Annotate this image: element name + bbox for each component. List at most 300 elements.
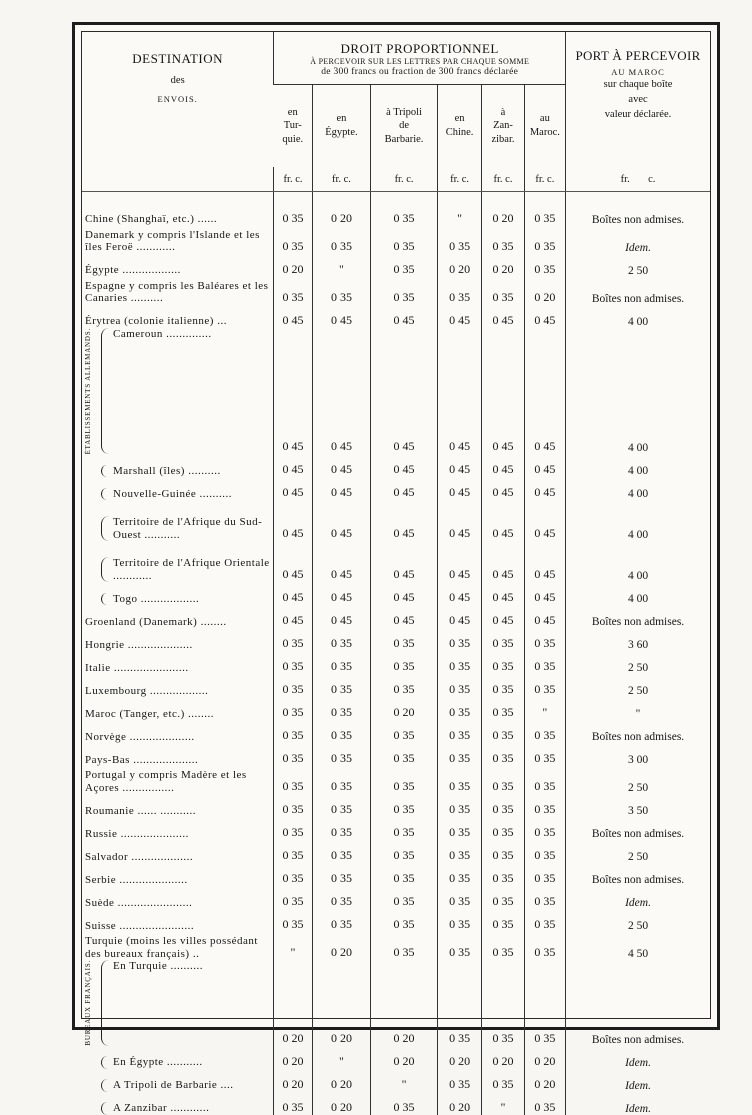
rate-cell: 0 45 <box>312 454 371 477</box>
rate-cell: 0 35 <box>437 697 481 720</box>
rate-cell: 0 35 <box>437 909 481 932</box>
rate-cell: 0 35 <box>274 226 312 254</box>
rate-cell: 0 20 <box>274 1069 312 1092</box>
table-row <box>82 863 710 886</box>
rate-cell: 0 20 <box>437 1046 481 1069</box>
rate-cell: 0 45 <box>437 605 481 628</box>
rate-cell: 0 35 <box>274 697 312 720</box>
port-cell: " <box>566 697 710 720</box>
col-head-egypte: en Égypte. <box>312 85 371 168</box>
table-row <box>82 794 710 817</box>
rate-cell: 0 35 <box>371 743 438 766</box>
rate-cell: 0 45 <box>482 500 524 541</box>
destination-label: Portugal y compris Madère et les Açores ................ <box>85 769 247 794</box>
table-row <box>82 766 710 794</box>
unit-label: fr. c. <box>371 167 438 192</box>
destination-cell <box>82 305 274 328</box>
rate-cell: 0 35 <box>437 1069 481 1092</box>
destination-cell <box>82 605 274 628</box>
table-row <box>82 743 710 766</box>
rate-cell: 0 45 <box>312 305 371 328</box>
rate-cell: 0 35 <box>312 720 371 743</box>
port-subtitle-4: valeur déclarée. <box>604 109 672 121</box>
rate-cell: 0 45 <box>524 477 565 500</box>
rate-cell: 0 45 <box>274 305 312 328</box>
table-row <box>82 628 710 651</box>
group-brace <box>101 488 110 501</box>
destination-label: Groenland (Danemark) ........ <box>85 615 227 628</box>
destination-label: Chine (Shanghaï, etc.) ...... <box>85 213 218 226</box>
rate-cell: 0 35 <box>437 743 481 766</box>
rate-cell: 0 35 <box>371 628 438 651</box>
rate-cell: 0 45 <box>371 605 438 628</box>
group-label-spacer <box>85 1056 101 1069</box>
destination-cell <box>82 1046 274 1069</box>
rate-cell: 0 35 <box>524 863 565 886</box>
rate-cell: 0 35 <box>274 817 312 840</box>
rate-cell: 0 20 <box>312 960 371 1046</box>
rate-cell: 0 35 <box>371 794 438 817</box>
port-cell: 2 50 <box>566 651 710 674</box>
rate-cell: 0 35 <box>274 720 312 743</box>
rate-cell: 0 35 <box>524 192 565 227</box>
port-cell: Idem. <box>566 1046 710 1069</box>
table-row <box>82 1069 710 1092</box>
group-label-etablissements: ÉTABLISSEMENTS ALLEMANDS. <box>84 328 92 455</box>
tariff-sheet <box>72 22 720 1115</box>
rate-cell: 0 45 <box>312 541 371 582</box>
group-label-bureaux: BUREAUX FRANÇAIS. <box>84 960 92 1046</box>
rate-cell: 0 35 <box>524 226 565 254</box>
rate-cell: 0 45 <box>524 541 565 582</box>
destination-label: Cameroun .............. <box>113 328 212 340</box>
port-cell: Boîtes non admises. <box>566 863 710 886</box>
rate-cell: 0 35 <box>274 628 312 651</box>
destination-cell <box>82 1092 274 1115</box>
destination-label: Nouvelle-Guinée .......... <box>113 487 232 500</box>
rate-cell: 0 35 <box>482 720 524 743</box>
rate-cell: 0 35 <box>524 651 565 674</box>
rate-cell: 0 45 <box>437 305 481 328</box>
rate-cell: 0 45 <box>371 500 438 541</box>
destination-cell <box>82 477 274 500</box>
rate-cell: 0 35 <box>437 817 481 840</box>
rate-cell: 0 35 <box>312 863 371 886</box>
rate-cell: 0 35 <box>482 909 524 932</box>
col-head-zanzibar: à Zan- zibar. <box>482 85 524 168</box>
rate-cell: 0 35 <box>312 697 371 720</box>
rate-cell: 0 45 <box>437 454 481 477</box>
destination-cell <box>82 582 274 605</box>
rate-cell: 0 20 <box>371 697 438 720</box>
rate-cell: 0 35 <box>524 674 565 697</box>
rate-cell: 0 35 <box>371 1092 438 1115</box>
rate-cell: 0 45 <box>437 541 481 582</box>
destination-cell <box>82 863 274 886</box>
rate-cell: 0 35 <box>524 254 565 277</box>
rate-cell: " <box>371 1069 438 1092</box>
rate-cell: 0 35 <box>371 840 438 863</box>
rate-cell: 0 35 <box>274 743 312 766</box>
destination-cell <box>82 254 274 277</box>
port-cell: 3 50 <box>566 794 710 817</box>
rate-cell: 0 35 <box>312 840 371 863</box>
rate-cell: 0 35 <box>482 960 524 1046</box>
port-cell: 2 50 <box>566 674 710 697</box>
rate-cell: 0 45 <box>274 454 312 477</box>
rate-cell: 0 35 <box>437 840 481 863</box>
destination-cell <box>82 674 274 697</box>
group-brace <box>101 593 110 606</box>
rate-cell: 0 35 <box>437 651 481 674</box>
rate-cell: 0 35 <box>524 794 565 817</box>
port-cell: Boîtes non admises. <box>566 720 710 743</box>
rate-cell: 0 35 <box>482 840 524 863</box>
rate-cell: 0 45 <box>274 477 312 500</box>
rate-cell: 0 45 <box>274 500 312 541</box>
rate-cell: 0 35 <box>482 886 524 909</box>
rate-cell: 0 20 <box>437 254 481 277</box>
table-row <box>82 226 710 254</box>
units-blank <box>82 167 274 192</box>
destination-cell <box>82 192 274 227</box>
port-cell: 4 50 <box>566 932 710 960</box>
rate-cell: 0 20 <box>274 254 312 277</box>
table-row <box>82 541 710 582</box>
rate-cell: " <box>482 1092 524 1115</box>
tariff-frame <box>81 31 711 1115</box>
droit-title: DROIT PROPORTIONNEL <box>340 41 499 57</box>
rate-cell: 0 35 <box>482 743 524 766</box>
table-row <box>82 1092 710 1115</box>
destination-cell <box>82 720 274 743</box>
destination-label: Turquie (moins les villes possédant des bureaux français) .. <box>85 935 258 960</box>
rate-cell: 0 45 <box>371 328 438 454</box>
rate-cell: 0 45 <box>437 582 481 605</box>
rate-cell: 0 35 <box>437 886 481 909</box>
table-row <box>82 651 710 674</box>
destination-label: Maroc (Tanger, etc.) ........ <box>85 707 215 720</box>
rate-cell: 0 35 <box>482 651 524 674</box>
rate-cell: 0 35 <box>371 886 438 909</box>
table-row <box>82 605 710 628</box>
group-brace <box>101 1079 110 1092</box>
table-row <box>82 277 710 305</box>
destination-cell <box>82 277 274 305</box>
destination-label: Égypte .................. <box>85 264 181 277</box>
group-brace <box>101 1102 110 1115</box>
rate-cell: 0 20 <box>482 254 524 277</box>
port-cell: Boîtes non admises. <box>566 817 710 840</box>
rate-cell: 0 35 <box>482 794 524 817</box>
destination-label: Russie ..................... <box>85 827 189 840</box>
destination-title: DESTINATION <box>132 51 224 66</box>
destination-label: A Zanzibar ............ <box>113 1102 210 1115</box>
rate-cell: 0 45 <box>524 582 565 605</box>
port-cell: Boîtes non admises. <box>566 192 710 227</box>
rate-cell: 0 35 <box>524 960 565 1046</box>
table-row <box>82 192 710 227</box>
tariff-table <box>82 32 710 1115</box>
rate-cell: 0 35 <box>371 932 438 960</box>
rate-cell: 0 20 <box>274 1046 312 1069</box>
rate-cell: 0 35 <box>371 254 438 277</box>
rate-cell: 0 45 <box>482 477 524 500</box>
port-cell: 2 50 <box>566 254 710 277</box>
rate-cell: 0 20 <box>482 192 524 227</box>
rate-cell: 0 45 <box>482 582 524 605</box>
group-label-spacer <box>85 516 101 541</box>
rate-cell: 0 45 <box>524 454 565 477</box>
rate-cell: 0 45 <box>482 454 524 477</box>
rate-cell: 0 35 <box>274 909 312 932</box>
group-label-spacer <box>85 1079 101 1092</box>
group-brace <box>101 960 110 1046</box>
rate-cell: 0 35 <box>371 651 438 674</box>
port-cell: 4 00 <box>566 328 710 454</box>
table-row <box>82 454 710 477</box>
rate-cell: 0 35 <box>312 909 371 932</box>
rate-cell: 0 45 <box>524 305 565 328</box>
rate-cell: 0 35 <box>437 863 481 886</box>
rate-cell: 0 35 <box>312 886 371 909</box>
port-cell: 3 60 <box>566 628 710 651</box>
port-subtitle-3: avec <box>628 94 648 106</box>
destination-cell <box>82 1069 274 1092</box>
rate-cell: 0 20 <box>371 1046 438 1069</box>
destination-cell <box>82 743 274 766</box>
table-row <box>82 697 710 720</box>
rate-cell: " <box>524 697 565 720</box>
table-row <box>82 305 710 328</box>
rate-cell: 0 45 <box>524 328 565 454</box>
rate-cell: 0 35 <box>274 277 312 305</box>
rate-cell: 0 45 <box>274 582 312 605</box>
port-cell: Boîtes non admises. <box>566 960 710 1046</box>
port-cell: 4 00 <box>566 477 710 500</box>
rate-cell: 0 35 <box>437 960 481 1046</box>
rate-cell: 0 35 <box>371 863 438 886</box>
rate-cell: 0 45 <box>482 305 524 328</box>
group-brace <box>101 328 110 454</box>
table-row <box>82 582 710 605</box>
table-row <box>82 840 710 863</box>
rate-cell: 0 35 <box>524 886 565 909</box>
destination-label: Marshall (îles) .......... <box>113 464 221 477</box>
destination-label: Salvador ................... <box>85 850 194 863</box>
port-title: PORT À PERCEVOIR <box>575 48 701 63</box>
rate-cell: 0 35 <box>274 863 312 886</box>
port-cell: 2 50 <box>566 766 710 794</box>
destination-cell <box>82 766 274 794</box>
rate-cell: 0 35 <box>437 794 481 817</box>
destination-label: Italie ....................... <box>85 661 189 674</box>
destination-label: En Turquie .......... <box>113 960 203 973</box>
rate-cell: 0 35 <box>437 628 481 651</box>
rate-cell: 0 35 <box>437 720 481 743</box>
destination-envois: ENVOIS. <box>157 93 198 104</box>
rate-cell: 0 20 <box>371 960 438 1046</box>
rate-cell: 0 45 <box>482 605 524 628</box>
destination-label: Danemark y compris l'Islande et les îles Feroë ............ <box>85 228 260 254</box>
port-cell: 3 00 <box>566 743 710 766</box>
rate-cell: 0 45 <box>274 328 312 454</box>
destination-cell <box>82 932 274 960</box>
port-cell: 4 00 <box>566 582 710 605</box>
group-label-spacer <box>85 1102 101 1115</box>
unit-label-port: fr. c. <box>566 167 710 192</box>
port-cell: Boîtes non admises. <box>566 605 710 628</box>
destination-cell <box>82 226 274 254</box>
rate-cell: 0 20 <box>312 192 371 227</box>
destination-label: Érytrea (colonie italienne) ... <box>85 315 227 328</box>
rate-cell: 0 35 <box>274 840 312 863</box>
rate-cell: 0 45 <box>371 305 438 328</box>
destination-label: Espagne y compris les Baléares et les Canaries .......... <box>85 279 269 305</box>
rate-cell: 0 35 <box>524 628 565 651</box>
destination-label: Luxembourg .................. <box>85 684 209 697</box>
rate-cell: 0 35 <box>482 697 524 720</box>
rate-cell: 0 35 <box>312 628 371 651</box>
rate-cell: 0 35 <box>274 1092 312 1115</box>
rate-cell: 0 35 <box>312 743 371 766</box>
rate-cell: 0 45 <box>312 582 371 605</box>
destination-label: En Égypte ........... <box>113 1056 203 1069</box>
destination-cell <box>82 541 274 582</box>
tariff-body <box>82 192 710 1115</box>
rate-cell: 0 20 <box>274 960 312 1046</box>
rate-cell: 0 45 <box>524 500 565 541</box>
port-cell: 4 00 <box>566 541 710 582</box>
rate-cell: 0 45 <box>482 328 524 454</box>
destination-label: A Tripoli de Barbarie .... <box>113 1079 234 1092</box>
destination-header <box>82 32 274 167</box>
rate-cell: 0 35 <box>371 674 438 697</box>
rate-cell: 0 35 <box>371 277 438 305</box>
rate-cell: 0 35 <box>482 674 524 697</box>
destination-cell <box>82 840 274 863</box>
rate-cell: 0 45 <box>274 605 312 628</box>
rate-cell: 0 45 <box>371 477 438 500</box>
table-row <box>82 720 710 743</box>
rate-cell: 0 35 <box>524 840 565 863</box>
port-cell: 4 00 <box>566 500 710 541</box>
rate-cell: 0 20 <box>524 1046 565 1069</box>
destination-label: Serbie ..................... <box>85 873 188 886</box>
rate-cell: 0 35 <box>482 628 524 651</box>
table-row <box>82 817 710 840</box>
table-row <box>82 500 710 541</box>
rate-cell: 0 35 <box>274 794 312 817</box>
units-row <box>82 167 710 192</box>
rate-cell: 0 35 <box>312 817 371 840</box>
port-cell: Boîtes non admises. <box>566 277 710 305</box>
table-row <box>82 477 710 500</box>
table-row <box>82 886 710 909</box>
port-cell: 4 00 <box>566 305 710 328</box>
group-brace <box>101 557 110 582</box>
group-label-spacer <box>85 593 101 606</box>
rate-cell: " <box>274 932 312 960</box>
rate-cell: 0 35 <box>524 720 565 743</box>
destination-label: Norvège .................... <box>85 730 195 743</box>
rate-cell: 0 20 <box>312 1092 371 1115</box>
rate-cell: 0 35 <box>312 766 371 794</box>
rate-cell: 0 35 <box>437 277 481 305</box>
destination-cell <box>82 960 274 1046</box>
group-label-spacer <box>85 465 101 478</box>
rate-cell: 0 35 <box>524 766 565 794</box>
rate-cell: 0 35 <box>482 932 524 960</box>
rate-cell: 0 35 <box>482 277 524 305</box>
rate-cell: 0 35 <box>482 863 524 886</box>
port-subtitle-1: AU MAROC <box>611 67 665 77</box>
group-label-spacer <box>85 557 101 582</box>
destination-label: Suisse ....................... <box>85 919 195 932</box>
unit-label: fr. c. <box>274 167 312 192</box>
rate-cell: 0 35 <box>524 932 565 960</box>
rate-cell: 0 45 <box>274 541 312 582</box>
table-row <box>82 328 710 454</box>
destination-cell <box>82 794 274 817</box>
rate-cell: 0 45 <box>371 582 438 605</box>
rate-cell: 0 20 <box>312 932 371 960</box>
rate-cell: 0 45 <box>312 605 371 628</box>
group-brace <box>101 465 110 478</box>
rate-cell: 0 20 <box>312 1069 371 1092</box>
rate-cell: 0 35 <box>437 226 481 254</box>
table-row <box>82 960 710 1046</box>
rate-cell: 0 35 <box>274 192 312 227</box>
table-row <box>82 254 710 277</box>
rate-cell: 0 35 <box>371 720 438 743</box>
destination-cell <box>82 500 274 541</box>
rate-cell: 0 45 <box>437 500 481 541</box>
rate-cell: 0 35 <box>482 1069 524 1092</box>
port-cell: 2 50 <box>566 909 710 932</box>
rate-cell: 0 35 <box>274 886 312 909</box>
rate-cell: 0 35 <box>312 277 371 305</box>
rate-cell: 0 45 <box>312 477 371 500</box>
rate-cell: 0 35 <box>371 766 438 794</box>
destination-cell <box>82 697 274 720</box>
rate-cell: 0 35 <box>371 909 438 932</box>
rate-cell: 0 45 <box>371 541 438 582</box>
port-cell: Idem. <box>566 1092 710 1115</box>
rate-cell: 0 35 <box>482 766 524 794</box>
rate-cell: 0 35 <box>482 226 524 254</box>
rate-cell: 0 35 <box>437 932 481 960</box>
destination-des: des <box>170 74 185 86</box>
rate-cell: " <box>312 1046 371 1069</box>
group-label-spacer <box>85 488 101 501</box>
table-row <box>82 1046 710 1069</box>
port-cell: 2 50 <box>566 840 710 863</box>
rate-cell: 0 35 <box>524 909 565 932</box>
rate-cell: 0 35 <box>371 192 438 227</box>
rate-cell: 0 35 <box>274 766 312 794</box>
rate-cell: 0 35 <box>482 817 524 840</box>
port-cell: Idem. <box>566 226 710 254</box>
rate-cell: 0 35 <box>524 1092 565 1115</box>
rate-cell: 0 45 <box>371 454 438 477</box>
unit-label: fr. c. <box>482 167 524 192</box>
rate-cell: " <box>437 192 481 227</box>
rate-cell: 0 35 <box>371 226 438 254</box>
destination-label: Territoire de l'Afrique Orientale ............ <box>113 557 270 582</box>
unit-label: fr. c. <box>437 167 481 192</box>
col-head-chine: en Chine. <box>437 85 481 168</box>
